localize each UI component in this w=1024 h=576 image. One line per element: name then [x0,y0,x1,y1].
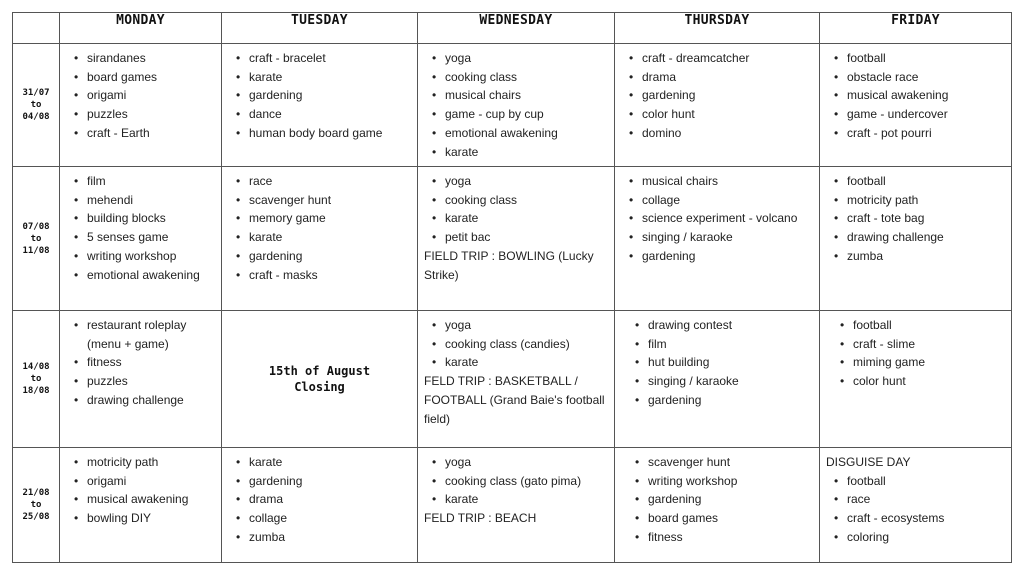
activity-item: • craft - dreamcatcher [642,49,813,68]
activity-item: • musical awakening [847,86,1005,105]
activity-cell-friday [820,44,1012,167]
week-range-cell [13,448,60,563]
week-range-cell [13,44,60,167]
activity-item: • restaurant roleplay (menu + game) [87,316,215,353]
activity-item: • gardening [642,86,813,105]
week-range-start: 14/08 [22,362,50,372]
activity-cell-wednesday [418,44,615,167]
closing-notice-cell [222,311,418,448]
activity-item: • board games [87,68,215,87]
week-range-to: to [30,233,42,244]
activity-list [66,453,215,528]
activity-list [627,316,813,410]
activity-list [621,49,813,143]
activity-item: • board games [648,509,813,528]
activity-cell-tuesday [222,448,418,563]
activity-list-wrapper [60,167,221,284]
activity-cell-tuesday [222,167,418,311]
activity-item: • drawing contest [648,316,813,335]
activity-item: • gardening [642,247,813,266]
activity-item: • craft - ecosystems [847,509,1005,528]
activity-item: • drama [642,68,813,87]
activity-item: • gardening [648,391,813,410]
activity-item: • craft - slime [853,335,1005,354]
activity-item: • musical awakening [87,490,215,509]
activity-item: • drawing challenge [847,228,1005,247]
week-range-start: 21/08 [22,488,50,498]
activity-cell-friday [820,311,1012,448]
day-header-monday: MONDAY [60,13,222,44]
activity-item: • collage [642,191,813,210]
week-row [13,44,1012,167]
activity-item: • musical chairs [642,172,813,191]
activity-list [66,49,215,143]
week-range-end: 11/08 [22,245,50,256]
activity-item: • petit bac [445,228,608,247]
activity-cell-wednesday [418,167,615,311]
activity-list [826,172,1005,266]
activity-item: • football [847,172,1005,191]
activity-item: • drawing challenge [87,391,215,410]
activity-item: • domino [642,124,813,143]
activity-list-wrapper [222,448,417,547]
activity-list [66,316,215,410]
activity-list-wrapper [418,448,614,528]
activity-list-wrapper [222,44,417,143]
activity-item: • craft - Earth [87,124,215,143]
activity-list [228,453,411,547]
activity-item: • dance [249,105,411,124]
activity-cell-friday [820,167,1012,311]
activity-item: • football [847,472,1005,491]
activity-item: • sirandanes [87,49,215,68]
special-day-label: DISGUISE DAY [826,455,911,469]
activity-list [228,49,411,143]
closing-notice-date: 15th of August [268,364,371,378]
activity-item: • karate [445,490,608,509]
activity-item: • football [847,49,1005,68]
activity-item: • karate [249,68,411,87]
week-range-start: 07/08 [22,221,50,232]
activity-cell-thursday [615,448,820,563]
activity-item: • emotional awakening [87,266,215,285]
activity-item: • singing / karaoke [648,372,813,391]
activity-item: • puzzles [87,372,215,391]
activity-item: • writing workshop [648,472,813,491]
activity-item: • gardening [648,490,813,509]
activity-list-wrapper [60,311,221,410]
activity-item: • obstacle race [847,68,1005,87]
activity-item: • yoga [445,316,608,335]
activity-list-wrapper [820,448,1011,547]
activity-cell-wednesday [418,448,615,563]
activity-cell-monday [60,44,222,167]
activity-list-wrapper [820,311,1011,391]
activity-item: • craft - pot pourri [847,124,1005,143]
activity-list-wrapper [60,44,221,143]
activity-item: • hut building [648,353,813,372]
activity-list-wrapper [418,167,614,284]
activity-item: • football [853,316,1005,335]
day-header-tuesday: TUESDAY [222,13,418,44]
activity-item: • motricity path [847,191,1005,210]
day-header-friday: FRIDAY [820,13,1012,44]
activity-cell-tuesday [222,44,418,167]
activity-item: • craft - masks [249,266,411,285]
week-range-to: to [30,100,42,110]
week-range-to: to [30,500,42,510]
activity-item: • origami [87,86,215,105]
activity-list-wrapper [820,44,1011,143]
activity-item: • writing workshop [87,247,215,266]
activity-item: • mehendi [87,191,215,210]
activity-item: • cooking class (gato pima) [445,472,608,491]
activity-list [424,453,608,509]
activity-list [424,316,608,372]
activity-item: • karate [445,353,608,372]
closing-notice-label: Closing [294,380,345,394]
activity-item: • color hunt [853,372,1005,391]
activity-item: • puzzles [87,105,215,124]
activity-list-wrapper [615,167,819,266]
activity-item: • karate [249,228,411,247]
activity-item: • race [847,490,1005,509]
activity-list [424,49,608,161]
activity-item: • gardening [249,247,411,266]
field-trip-note: FELD TRIP : BEACH [424,511,537,526]
activity-item: • cooking class [445,191,608,210]
activity-item: • yoga [445,49,608,68]
activity-item: • coloring [847,528,1005,547]
activity-item: • singing / karaoke [642,228,813,247]
activity-cell-thursday [615,311,820,448]
activity-item: • karate [249,453,411,472]
activity-list [66,172,215,284]
activity-item: • karate [445,209,608,228]
activity-item: • cooking class [445,68,608,87]
activity-item: • human body board game [249,124,411,143]
activity-cell-friday [820,448,1012,563]
activity-list [424,172,608,247]
activity-item: • karate [445,143,608,162]
activity-item: • musical chairs [445,86,608,105]
activity-item: • yoga [445,172,608,191]
week-range-end: 04/08 [22,112,50,122]
activity-cell-monday [60,311,222,448]
activity-item: • color hunt [642,105,813,124]
week-row [13,448,1012,563]
field-trip-note: FELD TRIP : BASKETBALL / FOOTBALL (Grand Baie's football field) [424,374,605,426]
activity-item: • zumba [249,528,411,547]
activity-list-wrapper [222,167,417,284]
activity-item: • craft - tote bag [847,209,1005,228]
activity-item: • craft - bracelet [249,49,411,68]
activity-item: • race [249,172,411,191]
week-range-start: 31/07 [22,88,50,98]
activity-item: • collage [249,509,411,528]
activity-list-wrapper [820,167,1011,266]
activity-item: • fitness [87,353,215,372]
activity-item: • motricity path [87,453,215,472]
activity-item: • drama [249,490,411,509]
activity-list [621,172,813,266]
activity-item: • scavenger hunt [249,191,411,210]
activity-item: • bowling DIY [87,509,215,528]
activity-item: • gardening [249,472,411,491]
activity-list-wrapper [615,311,819,410]
activity-item: • zumba [847,247,1005,266]
week-row [13,311,1012,448]
activity-list [826,472,1005,547]
activity-item: • cooking class (candies) [445,335,608,354]
activity-list [826,49,1005,143]
activity-item: • origami [87,472,215,491]
activity-item: • film [87,172,215,191]
activity-item: • memory game [249,209,411,228]
week-range-cell [13,311,60,448]
activity-list-wrapper [418,311,614,428]
activity-item: • game - cup by cup [445,105,608,124]
activity-cell-thursday [615,167,820,311]
activity-list [228,172,411,284]
header-row [13,13,1012,44]
activity-cell-monday [60,167,222,311]
activity-cell-monday [60,448,222,563]
week-range-cell [13,167,60,311]
activity-item: • fitness [648,528,813,547]
week-range-end: 18/08 [22,386,50,396]
activity-item: • yoga [445,453,608,472]
activity-list-wrapper [418,44,614,161]
activity-cell-wednesday [418,311,615,448]
activity-item: • building blocks [87,209,215,228]
activity-list [832,316,1005,391]
weekly-schedule-table [12,12,1012,563]
activity-item: • science experiment - volcano [642,209,813,228]
day-header-thursday: THURSDAY [615,13,820,44]
activity-list-wrapper [615,448,819,547]
activity-cell-thursday [615,44,820,167]
week-range-to: to [30,374,42,384]
day-header-wednesday: WEDNESDAY [418,13,615,44]
activity-list-wrapper [615,44,819,143]
activity-list-wrapper [60,448,221,528]
week-range-end: 25/08 [22,512,50,522]
corner-cell [13,13,60,44]
week-row [13,167,1012,311]
activity-item: • emotional awakening [445,124,608,143]
activity-item: • 5 senses game [87,228,215,247]
field-trip-note: FIELD TRIP : BOWLING (Lucky Strike) [424,248,594,282]
activity-item: • game - undercover [847,105,1005,124]
activity-item: • gardening [249,86,411,105]
activity-item: • miming game [853,353,1005,372]
activity-list [627,453,813,547]
activity-item: • film [648,335,813,354]
activity-item: • scavenger hunt [648,453,813,472]
